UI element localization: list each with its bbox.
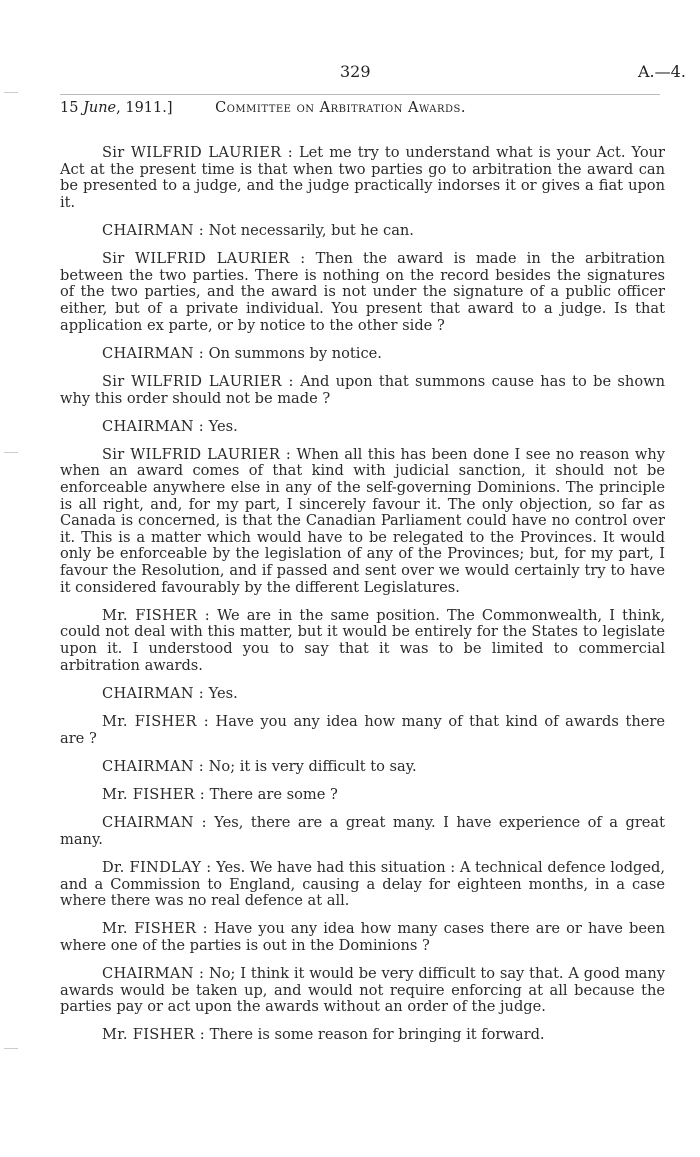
- dialogue-text: On summons by notice.: [208, 344, 382, 362]
- paragraph: [60, 759, 665, 776]
- header-rule: [60, 94, 660, 95]
- paragraph: [60, 1027, 665, 1044]
- dialogue-text: Yes. We have had this situation : A technical defence lodged, and a Commission to England, causing a delay for eighteen months, in a case where there was no real defence at all.: [60, 858, 665, 910]
- paragraph: [60, 921, 665, 954]
- speaker-name: Mr. FISHER :: [102, 920, 208, 938]
- running-header: [60, 100, 660, 116]
- paragraph: [60, 374, 665, 407]
- paragraph: [60, 145, 665, 211]
- paragraph: [60, 787, 665, 804]
- dialogue-text: Have you any idea how many cases there are or have been where one of the parties is out in the Dominions ?: [60, 920, 666, 954]
- header-title: Committee on Arbitration Awards.: [215, 100, 466, 116]
- dialogue-text: And upon that summons cause has to be shown why this order should not be made ?: [60, 372, 665, 407]
- speaker-name: Mr. FISHER :: [102, 1026, 206, 1044]
- paragraph: [60, 346, 665, 363]
- dialogue-text: We are in the same position. The Commonwealth, I think, could not deal with this matter, but it would be entirely for the States to legislate upon it. I understood you to say that it was to be limited to commercial arbitration awards.: [60, 606, 665, 674]
- paragraph: [60, 714, 665, 747]
- dialogue-text: No; I think it would be very difficult to say that. A good many awards would be taken up, and would not require enforcing at all because the parties pay or act upon the awards without an order of the judge.: [60, 965, 665, 1016]
- paragraph: [60, 447, 665, 596]
- speaker-name: Mr. FISHER :: [102, 712, 209, 730]
- paragraph: [60, 966, 665, 1016]
- dialogue-text: There is some reason for bringing it forward.: [209, 1026, 545, 1044]
- speaker-name: CHAIRMAN :: [102, 757, 204, 775]
- date-year: , 1911.]: [116, 100, 173, 116]
- speaker-name: CHAIRMAN :: [102, 684, 204, 702]
- speaker-name: CHAIRMAN :: [102, 417, 204, 435]
- transcript-body: [60, 145, 665, 1056]
- dialogue-text: There are some ?: [209, 785, 338, 803]
- paragraph: [60, 608, 665, 674]
- paragraph: [60, 686, 665, 703]
- speaker-name: Mr. FISHER :: [102, 606, 211, 624]
- paragraph: [60, 860, 665, 910]
- speaker-name: Sir WILFRID LAURIER :: [102, 445, 292, 463]
- dialogue-text: When all this has been done I see no reason why when an award comes of that kind with judicial sanction, it should not be enforceable anywhere else in any of the self-governing Dominions. The principle is all right, and, for my part, I sincerely favour it. The only objection, so far as Canada is concerned, is that the Canadian Parliament could have no control over it. This is a matter which would have to be relegated to the Provinces. It would only be enforceable by the legislation of any of the Provinces; but, for my part, I favour the Resolution, and if passed and sent over we would certainly try to have it considered favourably by the different Legislatures.: [60, 445, 666, 596]
- header-date: [60, 100, 173, 116]
- document-id: A.—4.: [638, 62, 686, 81]
- paragraph: [60, 815, 665, 848]
- speaker-name: CHAIRMAN :: [102, 814, 207, 832]
- speaker-name: Sir WILFRID LAURIER :: [102, 372, 294, 390]
- dialogue-text: Have you any idea how many of that kind of awards there are ?: [60, 712, 665, 747]
- dialogue-text: Let me try to understand what is your Act. Your Act at the present time is that when two parties go to arbitration the award can be presented to a judge, and the judge practically indorses it or gives a fiat upon it.: [60, 144, 666, 211]
- dialogue-text: Not necessarily, but he can.: [208, 221, 414, 239]
- date-month: June: [83, 100, 117, 116]
- speaker-name: Dr. FINDLAY :: [102, 858, 212, 876]
- margin-mark: [4, 92, 18, 93]
- speaker-name: Mr. FISHER :: [102, 785, 206, 803]
- page-number: 329: [340, 62, 371, 81]
- dialogue-text: No; it is very difficult to say.: [208, 757, 417, 775]
- margin-mark: [4, 452, 18, 453]
- paragraph: [60, 419, 665, 436]
- dialogue-text: Yes.: [208, 684, 238, 702]
- paragraph: [60, 251, 665, 334]
- speaker-name: Sir WILFRID LAURIER :: [102, 144, 293, 161]
- speaker-name: CHAIRMAN :: [102, 344, 204, 362]
- dialogue-text: Yes, there are a great many. I have experience of a great many.: [60, 814, 665, 848]
- speaker-name: Sir WILFRID LAURIER :: [102, 250, 306, 268]
- margin-mark: [4, 1048, 18, 1049]
- dialogue-text: Yes.: [208, 417, 238, 435]
- speaker-name: CHAIRMAN :: [102, 965, 205, 983]
- dialogue-text: Then the award is made in the arbitration between the two parties. There is nothing on the record besides the signatures of the two parties, and the award is not under the signature of a public officer either, but of a private individual. You present that award to a judge. Is that application ex parte, or by notice to the other side ?: [60, 250, 666, 334]
- paragraph: [60, 223, 665, 240]
- date-day: 15: [60, 100, 79, 116]
- speaker-name: CHAIRMAN :: [102, 221, 204, 239]
